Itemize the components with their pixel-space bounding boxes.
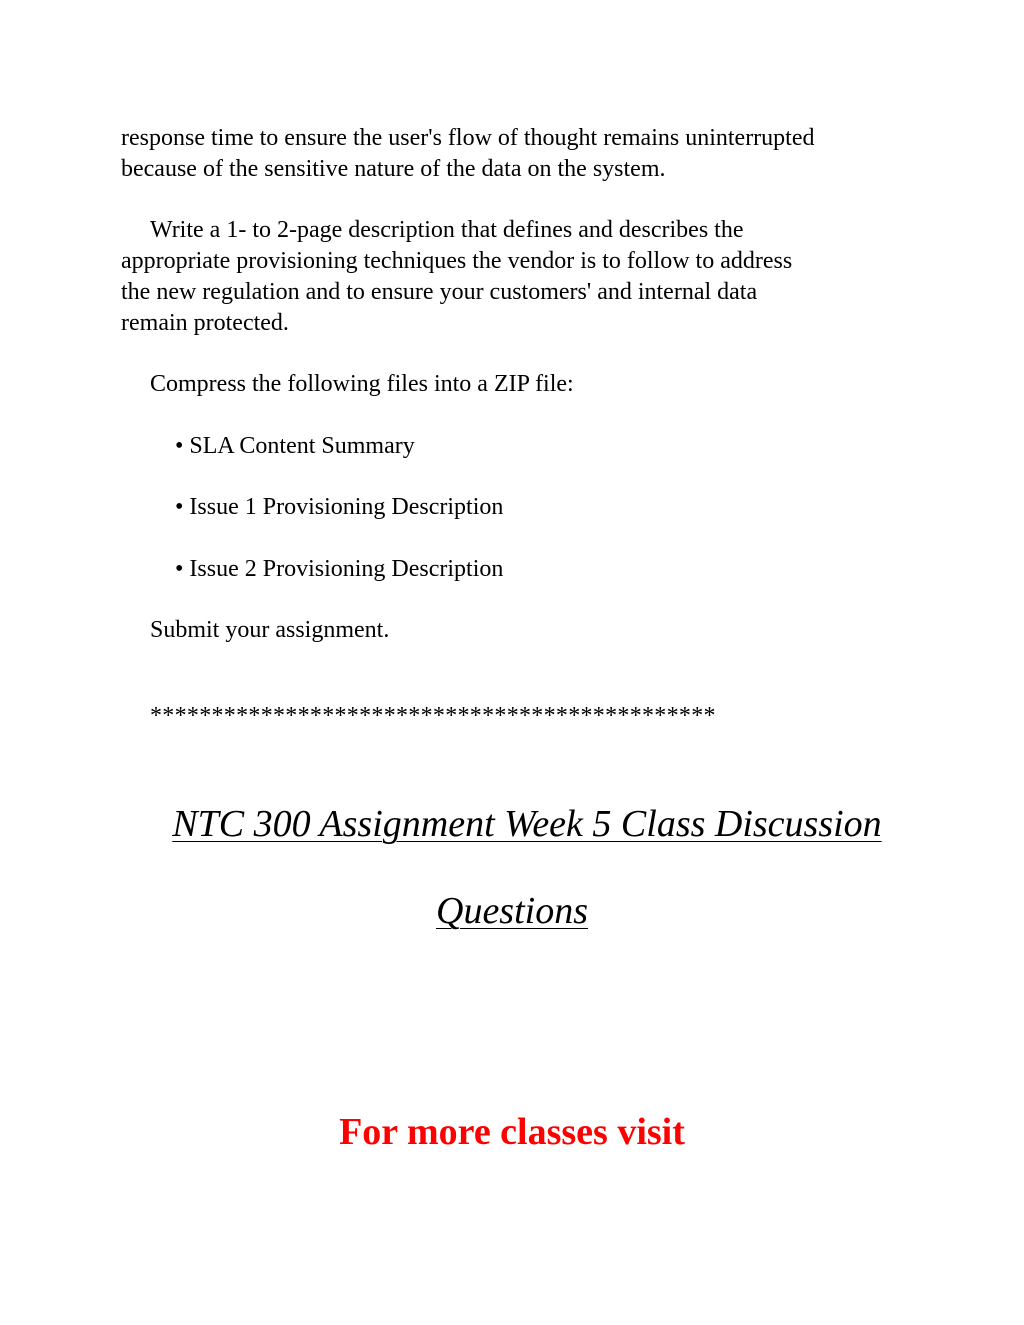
- list-item: • Issue 2 Provisioning Description: [175, 556, 504, 582]
- paragraph-line: Write a 1- to 2-page description that defines and describes the: [150, 217, 744, 243]
- compress-instruction: Compress the following files into a ZIP file:: [150, 371, 574, 397]
- promo-text: For more classes visit: [339, 1111, 685, 1153]
- paragraph-line: the new regulation and to ensure your customers' and internal data: [121, 279, 758, 305]
- list-item: • SLA Content Summary: [175, 433, 415, 459]
- submit-instruction: Submit your assignment.: [150, 617, 390, 643]
- paragraph-line: remain protected.: [121, 310, 289, 336]
- separator-line: **********************************************: [150, 703, 716, 729]
- list-item: • Issue 1 Provisioning Description: [175, 494, 504, 520]
- paragraph-line: appropriate provisioning techniques the vendor is to follow to address: [121, 248, 793, 274]
- section-heading-line: NTC 300 Assignment Week 5 Class Discussion: [172, 803, 882, 845]
- paragraph-line: because of the sensitive nature of the data on the system.: [121, 156, 666, 182]
- paragraph-line: response time to ensure the user's flow of thought remains uninterrupted: [121, 125, 815, 151]
- section-heading-line: Questions: [436, 890, 588, 932]
